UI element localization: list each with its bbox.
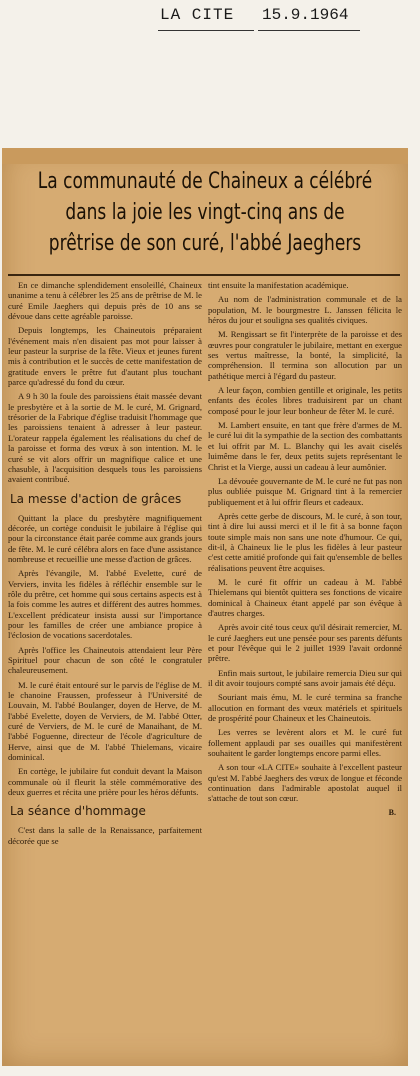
paragraph: A son tour «LA CITE» souhaite à l'excellent pasteur qu'est M. l'abbé Jaeghers des vœux de longue et féconde continuation dans l'admirable apostolat auquel il s'attache de tout son cœur.	[208, 762, 403, 804]
paragraph: Les verres se levèrent alors et M. le curé fut follement applaudi par ses ouailles qui manifestèrent souhaitent le garder longtemps encore parmi elles.	[208, 727, 402, 759]
paragraph: Après l'évangile, M. l'abbé Evelette, curé de Verviers, invita les fidèles à réfléchir ensemble sur le rôle du prêtre, cet homme qui sous certains aspects est à la fois comme les autres et différent des autres hommes. L'excellent prédicateur insista aussi sur l'importance pour les familles de créer une ambiance propice à l'éclosion de vocations sacerdotales.	[8, 568, 202, 641]
paragraph: M. le curé fit offrir un cadeau à M. l'abbé Thielemans qui bientôt quittera ses fonctions de vicaire dominical à Chaineux étant appelé par son évêque à d'autres charges.	[208, 576, 402, 618]
paragraph: Quittant la place du presbytère magnifiquement décorée, un cortège conduisit le jubilaire à l'église qui pour la circonstance était parée comme aux grands jours de fête. M. le curé célébra alors en face d'une assistance nombreuse et recueillie une messe d'action de grâces.	[8, 512, 202, 564]
paragraph: Souriant mais ému, M. le curé termina sa franche allocution en formant des vœux matériels et spirituels de prospérité pour Chaineux et les Chaineutois.	[208, 692, 402, 724]
right-column	[208, 280, 402, 818]
headline-rule	[8, 274, 400, 276]
underline-date	[258, 30, 360, 31]
paragraph: Après avoir cité tous ceux qu'il désirait remercier, M. le curé Jaeghers eut une pensée pour ses parents défunts et pour l'évêque qui le 2 juillet 1939 l'avait ordonné prêtre.	[208, 622, 402, 664]
paragraph: En cortège, le jubilaire fut conduit devant la Maison communale où il fleurit la stèle commémorative des deux guerres et récita une prière pour les héros défunts.	[8, 766, 202, 798]
paragraph: Enfin mais surtout, le jubilaire remercia Dieu sur qui il dit avoir toujours compté sans avoir jamais été déçu.	[208, 667, 402, 689]
paragraph: M. Rengissart se fit l'interprète de la paroisse et des œuvres pour congratuler le jubilaire, mettant en exergue ses vertus maîtresse, la bonté, la simplicité, la compréhension. Il termina son allocution par un pathétique merci à l'égard du pasteur.	[208, 329, 402, 381]
paragraph: En ce dimanche splendidement ensoleillé, Chaineux unanime a tenu à célébrer les 25 ans de prêtrise de M. le curé Emile Jaeghers qui depuis près de 10 ans se dévoue dans cette agréable paroisse.	[8, 280, 202, 322]
paragraph: Depuis longtemps, les Chaineutois préparaient l'événement mais n'en disaient pas mot pour laisser à leur pasteur la surprise de la fête. Vieux et jeunes furent mis à contribution et le succès de cette manifestation de gratitude envers le prêtre fut d'autant plus touchant parce qu'adressé du fond du cœur.	[8, 325, 202, 388]
left-column	[8, 280, 202, 850]
clipping-top-strip	[2, 148, 408, 164]
newspaper-name: LA CITE	[160, 6, 235, 24]
paragraph: A 9 h 30 la foule des paroissiens était massée devant le presbytère et à la sortie de M. le curé, M. Grignard, trésorier de la Fabrique d'église traduisit l'hommage que les paroissiens tenaient à adresser à leur pasteur. L'orateur rappela également les réalisations du chef de la paroisse et forma des vœux à son intention. M. le curé se vit alors offrir un magnifique calice et une chasuble, à l'acquisition desquels tous les paroissiens avaient contribué.	[8, 391, 202, 485]
paragraph: A leur façon, combien gentille et originale, les petits enfants des écoles libres traduisirent par un chant composé pour le jour leur bonheur de fêter M. le curé.	[208, 385, 402, 416]
paragraph: M. le curé était entouré sur le parvis de l'église de M. le chanoine Fraussen, professeur à l'Université de Louvain, M. l'abbé Boulanger, doyen de Herve, de M. l'abbé Evelette, doyen de Verviers, de M. l'abbé Otter, curé de Verviers, de M. le curé de Manaihant, de M. l'abbé Foguenne, directeur de l'école d'agriculture de Herve, ainsi que de M. l'abbé Thielemans, vicaire dominical.	[8, 679, 202, 763]
paragraph: Au nom de l'administration communale et de la population, M. le bourgmestre L. Janssen félicita le héros du jour et souligna ses qualités civiques.	[208, 294, 402, 326]
page-header	[0, 0, 420, 70]
paragraph: C'est dans la salle de la Renaissance, parfaitement décorée que se	[8, 825, 202, 846]
paragraph: Après cette gerbe de discours, M. le curé, à son tour, tint à dire lui aussi merci et il le fit à sa bonne façon toute simple mais non sans une note d'humour. Ce qui, dit-il, à Chaineux lie le plus les fidèles à leur pasteur c'est cette amitié profonde qui fait qu'ensemble de belles réalisations peuvent être acquises.	[208, 510, 402, 573]
subheading-seance: La séance d'hommage	[10, 804, 146, 819]
article-headline: La communauté de Chaineux a célébré dans la joie les vingt-cinq ans de prêtrise de son curé, l'abbé Jaeghers	[37, 169, 373, 256]
author-signature: B.	[388, 807, 396, 817]
paragraph: La dévouée gouvernante de M. le curé ne fut pas non plus oubliée puisque M. Grignard tint à la remercier publiquement et à lui offrir fleurs et cadeaux.	[208, 475, 402, 507]
paragraph: M. Lambert ensuite, en tant que frère d'armes de M. le curé lui dit la sympathie de la section des combattants et lui offrit par M. L. Blanchy qui les avait ciselés luimême dans le fer, deux petits sujets représentant le Christ et la Vierge, aussi un cadeau à leur aumônier.	[208, 420, 402, 472]
newspaper-clipping	[2, 148, 408, 1066]
underline-source	[158, 30, 254, 31]
paragraph: tint ensuite la manifestation académique.	[208, 280, 349, 290]
paragraph: Après l'office les Chaineutois attendaient leur Père Spirituel pour chacun de son côté le congratuler chaleureusement.	[8, 644, 202, 676]
clipping-date: 15.9.1964	[262, 6, 349, 24]
subheading-messe: La messe d'action de grâces	[10, 491, 182, 506]
